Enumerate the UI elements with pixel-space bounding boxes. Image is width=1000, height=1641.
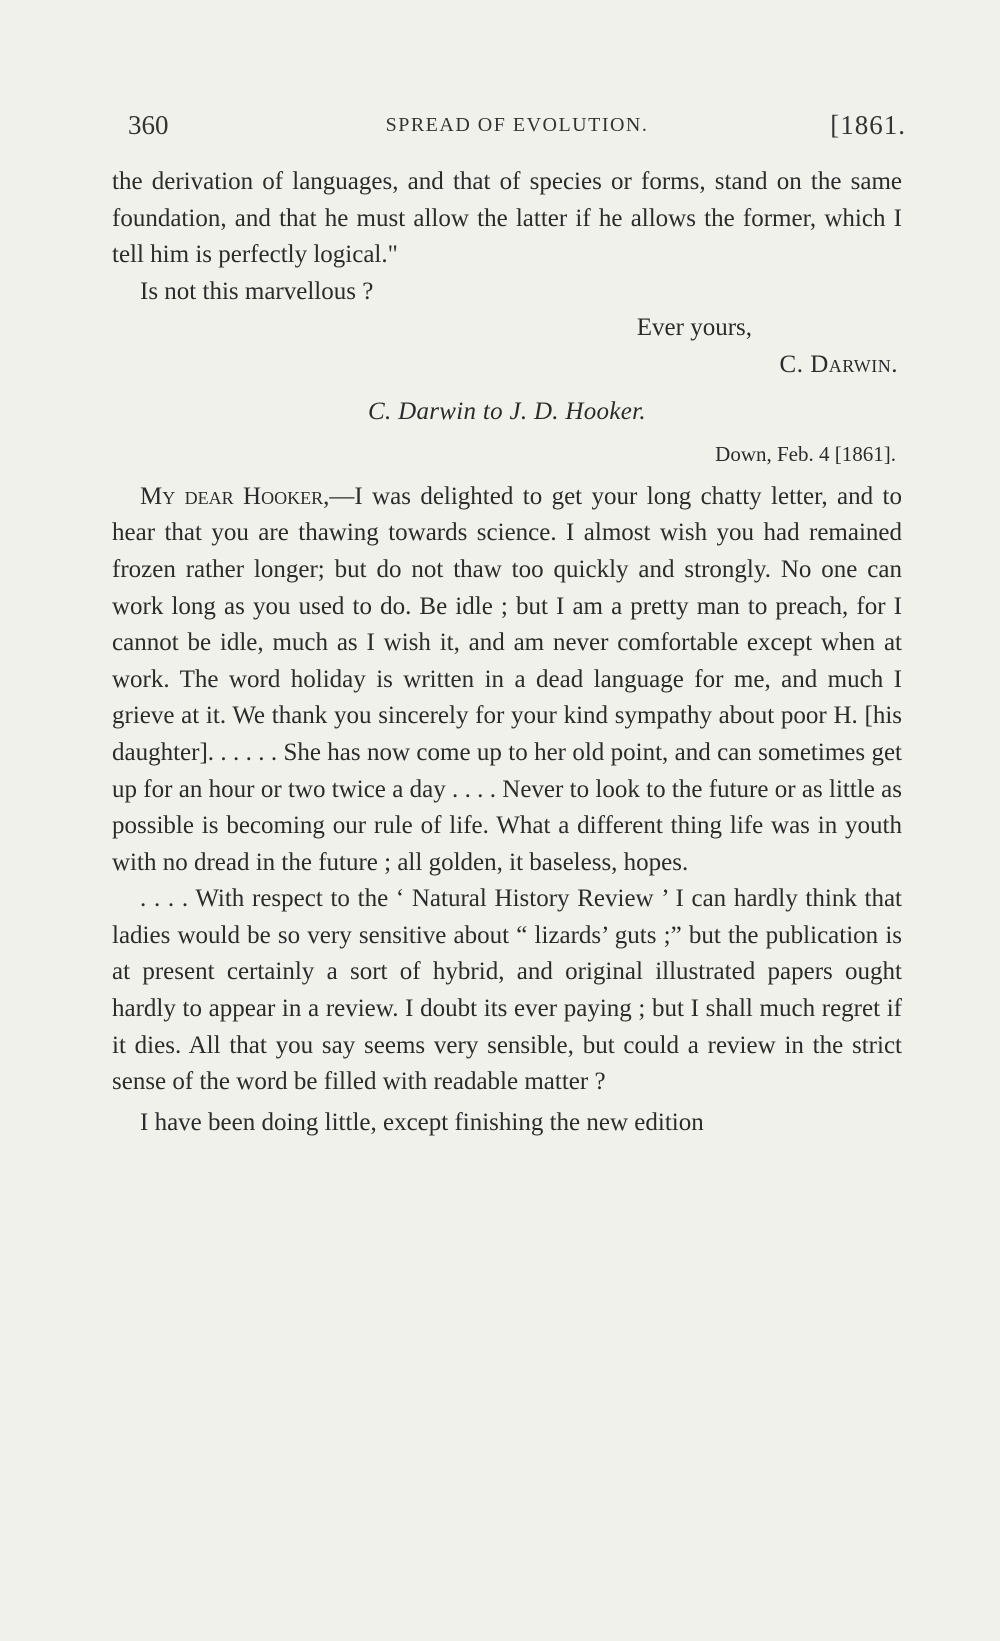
running-year: [1861. [830,110,906,140]
letter-heading: C. Darwin to J. D. Hooker. [368,397,646,425]
letter-signature: C. Darwin. [779,350,898,378]
running-head [128,110,906,150]
letter-paragraph-1-text: —I was delighted to get your long chatty letter, and to hear that you are thawing towards science. I almost wish you had remained frozen rather longer; but do not thaw too quickly and strongly. No one can work long as you used to do. Be idle ; but I am a pretty man to preach, for I cannot be idle, much as I wish it, and am never comfortable except when at work. The word holiday is written in a dead language for me, and much I grieve at it. We thank you sincerely for your kind sympathy about poor H. [his daughter]. . . . . . She has now come up to her old point, and can sometimes get up for an hour or two twice a day . . . . Never to look to the future or as little as possible is becoming our rule of life. What a different thing life was in youth with no dread in the future ; all golden, it baseless, hopes. [112,482,902,876]
letter-paragraph-2: . . . . With respect to the ‘ Natural History Review ’ I can hardly think that ladies would be so very sensitive about “ lizards’ guts ;” but the publication is at present certainly a sort of hybrid, and original illustrated papers ought hardly to appear in a review. I doubt its ever paying ; but I shall much regret if it dies. All that you say seems very sensible, but could a review in the strict sense of the word be filled with readable matter ? [112,885,902,1096]
letter-salutation: My dear Hooker, [140,482,330,510]
paragraph-marvellous: Is not this marvellous ? [140,277,374,305]
letter-paragraph-3: I have been doing little, except finishing the new edition [140,1108,704,1136]
letter-paragraph-1 [112,479,902,882]
page-number: 360 [128,110,169,140]
letter-closing: Ever yours, [636,314,752,342]
letter-dateline: Down, Feb. 4 [1861]. [715,442,896,467]
page-body [112,164,902,1141]
running-title: SPREAD OF EVOLUTION. [385,114,649,136]
continued-paragraph: the derivation of languages, and that of species or forms, stand on the same foundation, and that he must allow the latter if he allows the former, which I tell him is perfectly logical." [112,168,902,269]
